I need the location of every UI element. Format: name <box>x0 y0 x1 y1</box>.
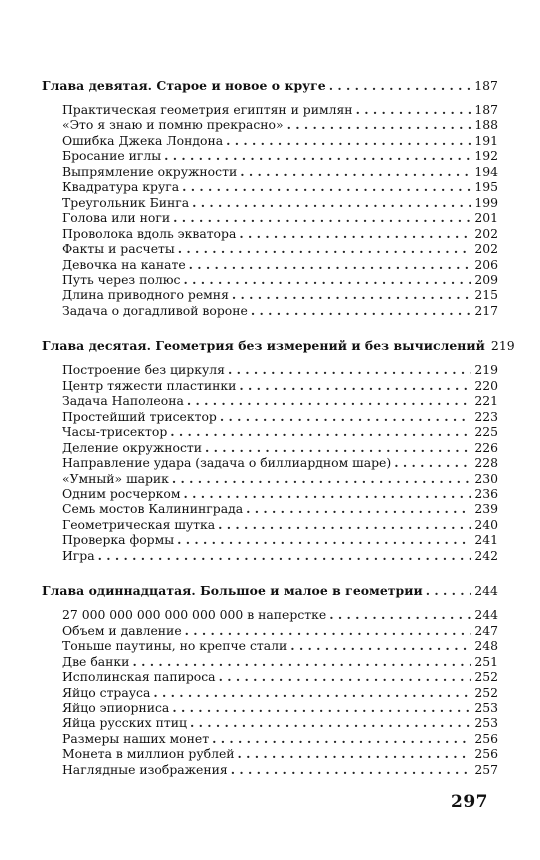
entry-page-number: 215 <box>474 287 498 303</box>
entry-title: Две банки <box>62 653 130 669</box>
entry-title: Проволока вдоль экватора <box>62 225 237 241</box>
toc-entry <box>62 455 498 470</box>
toc-entry <box>62 669 498 684</box>
dot-leader <box>182 179 471 194</box>
toc-entry <box>62 179 498 194</box>
entry-page-number: 244 <box>474 607 498 623</box>
entry-page-number: 206 <box>474 256 498 272</box>
toc-entry <box>62 607 498 622</box>
toc-chapter-section <box>42 583 498 777</box>
entry-page-number: 251 <box>474 653 498 669</box>
entry-page-number: 236 <box>474 485 498 501</box>
toc-entry <box>62 623 498 638</box>
entry-page-number: 242 <box>474 547 498 563</box>
entry-title: Одним росчерком <box>62 485 181 501</box>
entry-page-number: 220 <box>474 377 498 393</box>
toc-entry <box>62 102 498 117</box>
entry-page-number: 248 <box>474 638 498 654</box>
entry-page-number: 247 <box>474 622 498 638</box>
dot-leader <box>173 210 471 225</box>
entry-title: Центр тяжести пластинки <box>62 377 237 393</box>
entry-title: Квадратура круга <box>62 179 180 195</box>
entry-title: Бросание иглы <box>62 148 162 164</box>
toc-entry <box>62 241 498 256</box>
dot-leader <box>232 287 471 302</box>
entry-page-number: 252 <box>474 669 498 685</box>
dot-leader <box>226 133 471 148</box>
entry-title: Размеры наших монет <box>62 730 210 746</box>
dot-leader <box>177 532 471 547</box>
dot-leader <box>192 195 471 210</box>
entry-title: 27 000 000 000 000 000 000 в наперстке <box>62 607 327 623</box>
entry-page-number: 195 <box>474 179 498 195</box>
entry-page-number: 221 <box>474 393 498 409</box>
entry-title: «Это я знаю и помню прекрасно» <box>62 117 284 133</box>
entry-page-number: 239 <box>474 501 498 517</box>
dot-leader <box>220 409 471 424</box>
entry-page-number: 202 <box>474 241 498 257</box>
entry-page-number: 253 <box>474 715 498 731</box>
entry-title: Часы-трисектор <box>62 424 168 440</box>
entry-title: Девочка на канате <box>62 256 186 272</box>
entry-page-number: 256 <box>474 746 498 762</box>
toc-entry <box>62 746 498 761</box>
table-of-contents <box>42 78 515 797</box>
dot-leader <box>219 669 472 684</box>
dot-leader <box>170 424 471 439</box>
entry-title: Объем и давление <box>62 622 182 638</box>
chapter-heading <box>42 583 498 598</box>
entry-page-number: 241 <box>474 532 498 548</box>
entry-page-number: 219 <box>474 362 498 378</box>
entry-title: Простейший трисектор <box>62 408 217 424</box>
entry-title: Голова или ноги <box>62 210 171 226</box>
toc-entry <box>62 272 498 287</box>
dot-leader <box>239 226 471 241</box>
page-number: 297 <box>451 792 488 812</box>
toc-entry <box>62 685 498 700</box>
dot-leader <box>185 623 472 638</box>
toc-entry <box>62 424 498 439</box>
entry-title: Практическая геометрия египтян и римлян <box>62 102 353 117</box>
dot-leader <box>246 501 471 516</box>
entry-page-number: 223 <box>474 408 498 424</box>
entry-page-number: 194 <box>474 163 498 179</box>
entry-page-number: 209 <box>474 271 498 287</box>
dot-leader <box>184 486 472 501</box>
toc-entry <box>62 471 498 486</box>
toc-entry <box>62 226 498 241</box>
entry-page-number: 225 <box>474 424 498 440</box>
toc-entry <box>62 548 498 563</box>
entry-page-number: 240 <box>474 516 498 532</box>
toc-entry <box>62 393 498 408</box>
dot-leader <box>287 117 472 132</box>
entry-page-number: 202 <box>474 225 498 241</box>
entry-title: Геометрическая шутка <box>62 516 216 532</box>
chapter-entries <box>62 362 498 563</box>
entry-page-number: 188 <box>474 117 498 133</box>
chapter-heading <box>42 78 498 93</box>
entry-title: Ошибка Джека Лондона <box>62 132 224 148</box>
entry-title: Яйцо эпиорниса <box>62 699 170 715</box>
chapter-page-number: 187 <box>474 78 498 93</box>
toc-entry <box>62 638 498 653</box>
toc-entry <box>62 133 498 148</box>
dot-leader <box>172 700 471 715</box>
entry-title: Задача Наполеона <box>62 393 184 409</box>
toc-entry <box>62 287 498 302</box>
entry-page-number: 199 <box>474 194 498 210</box>
dot-leader <box>239 378 471 393</box>
entry-title: Направление удара (задача о биллиардном шаре) <box>62 455 392 471</box>
dot-leader <box>329 607 471 622</box>
entry-page-number: 191 <box>474 132 498 148</box>
entry-title: Треугольник Бинга <box>62 194 190 210</box>
entry-page-number: 192 <box>474 148 498 164</box>
dot-leader <box>218 517 471 532</box>
dot-leader <box>329 78 471 93</box>
dot-leader <box>189 257 472 272</box>
toc-entry <box>62 654 498 669</box>
entry-title: Длина приводного ремня <box>62 287 229 303</box>
dot-leader <box>231 762 472 777</box>
entry-title: Исполинская папироса <box>62 669 216 685</box>
dot-leader <box>153 685 471 700</box>
toc-entry <box>62 762 498 777</box>
dot-leader <box>238 746 472 761</box>
chapter-title: Глава одиннадцатая. Большое и малое в геометрии <box>42 583 423 599</box>
entry-page-number: 226 <box>474 439 498 455</box>
dot-leader <box>426 583 471 598</box>
toc-chapter-section <box>42 78 498 318</box>
toc-entry <box>62 409 498 424</box>
chapter-title: Глава девятая. Старое и новое о круге <box>42 78 326 93</box>
entry-title: Яйцо страуса <box>62 684 151 700</box>
toc-entry <box>62 303 498 318</box>
toc-entry <box>62 148 498 163</box>
dot-leader <box>394 455 471 470</box>
dot-leader <box>228 362 471 377</box>
toc-entry <box>62 440 498 455</box>
chapter-title: Глава десятая. Геометрия без измерений и без вычислений <box>42 338 485 354</box>
dot-leader <box>251 303 472 318</box>
entry-page-number: 217 <box>474 302 498 318</box>
entry-page-number: 256 <box>474 730 498 746</box>
chapter-heading <box>42 338 515 354</box>
toc-entry <box>62 700 498 715</box>
entry-title: Выпрямление окружности <box>62 163 238 179</box>
entry-title: Наглядные изображения <box>62 761 228 777</box>
entry-title: Факты и расчеты <box>62 241 175 257</box>
toc-sections <box>42 78 515 777</box>
toc-entry <box>62 378 498 393</box>
entry-title: Монета в миллион рублей <box>62 746 235 762</box>
entry-title: Тоньше паутины, но крепче стали <box>62 638 288 654</box>
entry-title: Проверка формы <box>62 532 175 548</box>
entry-title: Путь через полюс <box>62 271 181 287</box>
toc-entry <box>62 195 498 210</box>
entry-page-number: 201 <box>474 210 498 226</box>
dot-leader <box>172 471 471 486</box>
entry-title: Деление окружности <box>62 439 202 455</box>
entry-title: Яйца русских птиц <box>62 715 187 731</box>
dot-leader <box>356 102 472 117</box>
entry-page-number: 228 <box>474 455 498 471</box>
dot-leader <box>132 654 471 669</box>
dot-leader <box>240 164 471 179</box>
toc-entry <box>62 362 498 377</box>
entry-page-number: 230 <box>474 470 498 486</box>
entry-page-number: 253 <box>474 699 498 715</box>
entry-title: «Умный» шарик <box>62 470 169 486</box>
dot-leader <box>178 241 472 256</box>
entry-page-number: 252 <box>474 684 498 700</box>
toc-entry <box>62 164 498 179</box>
dot-leader <box>98 548 472 563</box>
dot-leader <box>190 715 471 730</box>
toc-entry <box>62 117 498 132</box>
chapter-page-number: 244 <box>474 583 498 599</box>
toc-entry <box>62 532 498 547</box>
dot-leader <box>164 148 471 163</box>
chapter-entries <box>62 102 498 318</box>
toc-entry <box>62 517 498 532</box>
chapter-entries <box>62 607 498 777</box>
toc-entry <box>62 731 498 746</box>
dot-leader <box>205 440 471 455</box>
toc-entry <box>62 257 498 272</box>
toc-entry <box>62 486 498 501</box>
entry-title: Игра <box>62 547 95 563</box>
entry-page-number: 187 <box>474 102 498 117</box>
entry-page-number: 257 <box>474 761 498 777</box>
toc-entry <box>62 501 498 516</box>
toc-entry <box>62 715 498 730</box>
entry-title: Построение без циркуля <box>62 362 225 378</box>
dot-leader <box>187 393 471 408</box>
chapter-page-number: 219 <box>490 338 515 354</box>
entry-title: Задача о догадливой вороне <box>62 302 248 318</box>
entry-title: Семь мостов Калининграда <box>62 501 244 517</box>
toc-entry <box>62 210 498 225</box>
toc-chapter-section <box>42 338 515 563</box>
dot-leader <box>183 272 471 287</box>
dot-leader <box>290 638 471 653</box>
dot-leader <box>212 731 471 746</box>
